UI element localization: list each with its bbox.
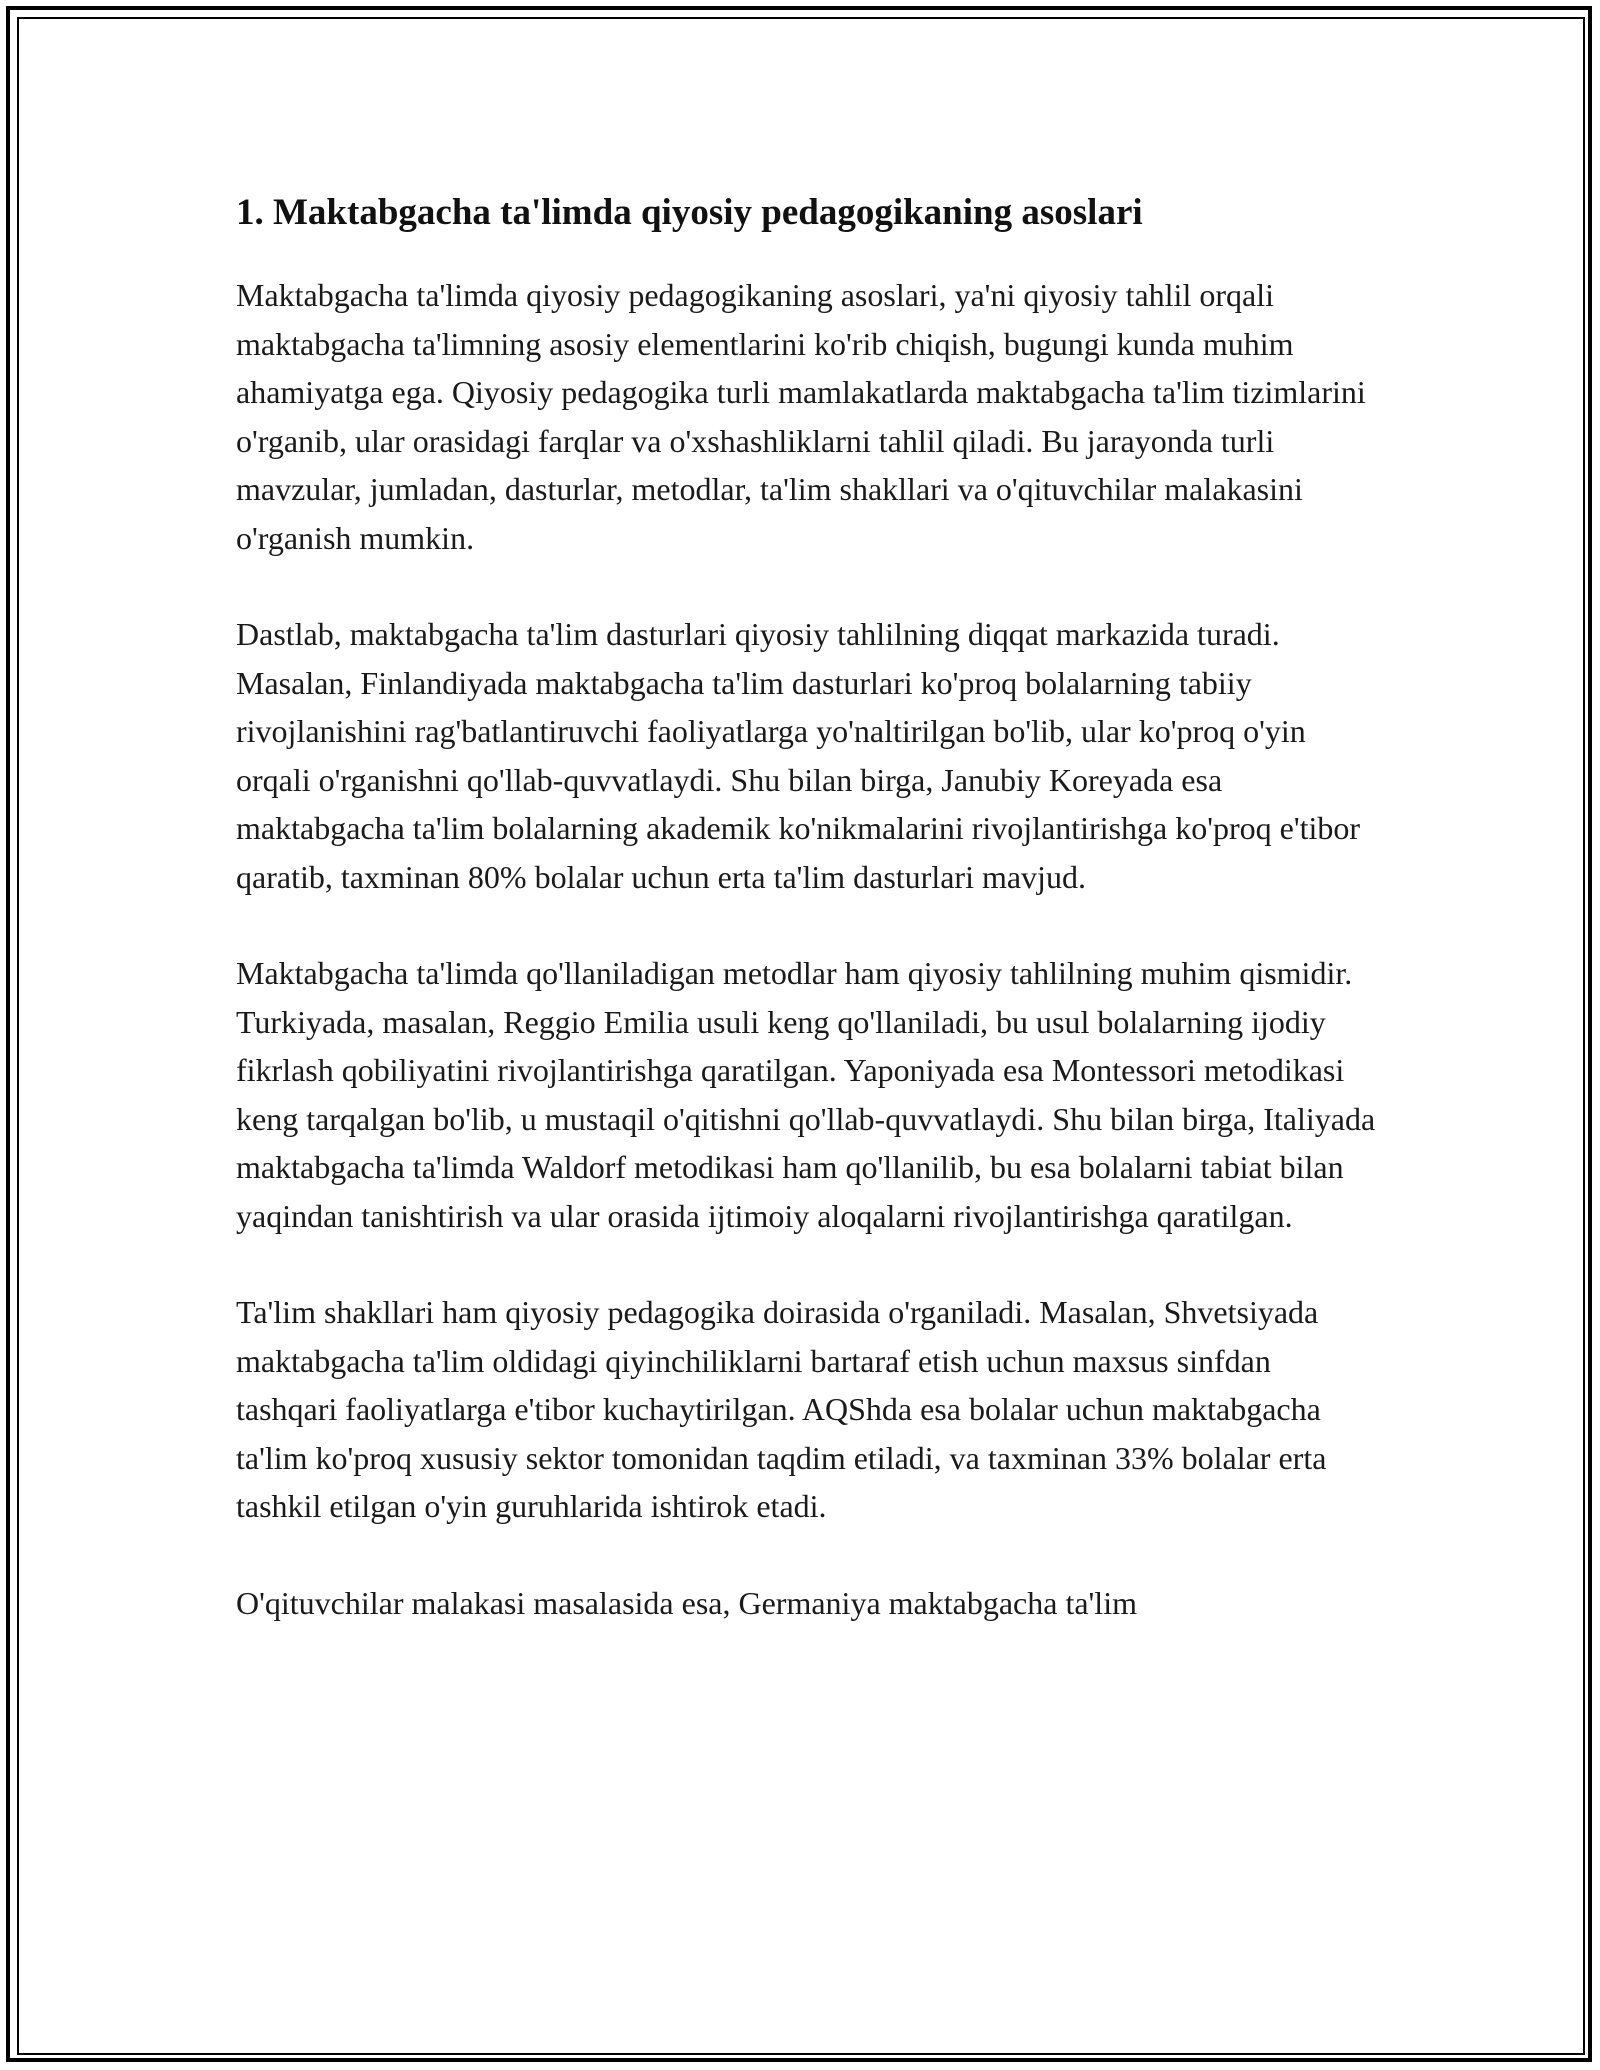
document-body <box>236 185 1376 1675</box>
document-title: 1. Maktabgacha ta'limda qiyosiy pedagogikaning asoslari <box>236 192 1143 233</box>
paragraph-3: Maktabgacha ta'limda qo'llaniladigan metodlar ham qiyosiy tahlilning muhim qismidir. Turkiyada, masalan, Reggio Emilia usuli keng qo'llaniladi, bu usul bolalarning ijodiy fikrlash qobiliyatini rivojlantirishga qaratilgan. Yaponiyada esa Montessori metodikasi keng tarqalgan bo'lib, u mustaqil o'qitishni qo'llab-quvvatlaydi. Shu bilan birga, Italiyada maktabgacha ta'limda Waldorf metodikasi ham qo'llanilib, bu esa bolalarni tabiat bilan yaqindan tanishtirish va ular orasida ijtimoiy aloqalarni rivojlantirishga qaratilgan. <box>236 955 1376 1234</box>
paragraph-2: Dastlab, maktabgacha ta'lim dasturlari qiyosiy tahlilning diqqat markazida turadi. Masalan, Finlandiyada maktabgacha ta'lim dasturlari ko'proq bolalarning tabiiy rivojlanishini rag'batlantiruvchi faoliyatlarga yo'naltirilgan bo'lib, ular ko'proq o'yin orqali o'rganishni qo'llab-quvvatlaydi. Shu bilan birga, Janubiy Koreyada esa maktabgacha ta'lim bolalarning akademik ko'nikmalarini rivojlantirishga ko'proq e'tibor qaratib, taxminan 80% bolalar uchun erta ta'lim dasturlari mavjud. <box>236 616 1361 895</box>
paragraph-1: Maktabgacha ta'limda qiyosiy pedagogikaning asoslari, ya'ni qiyosiy tahlil orqali maktabgacha ta'limning asosiy elementlarini ko'rib chiqish, bugungi kunda muhim ahamiyatga ega. Qiyosiy pedagogika turli mamlakatlarda maktabgacha ta'lim tizimlarini o'rganib, ular orasidagi farqlar va o'xshashliklarni tahlil qiladi. Bu jarayonda turli mavzular, jumladan, dasturlar, metodlar, ta'lim shakllari va o'qituvchilar malakasini o'rganish mumkin. <box>236 277 1366 556</box>
paragraph-4: Ta'lim shakllari ham qiyosiy pedagogika doirasida o'rganiladi. Masalan, Shvetsiyada maktabgacha ta'lim oldidagi qiyinchiliklarni bartaraf etish uchun maxsus sinfdan tashqari faoliyatlarga e'tibor kuchaytirilgan. AQShda esa bolalar uchun maktabgacha ta'lim ko'proq xususiy sektor tomonidan taqdim etiladi, va taxminan 33% bolalar erta tashkil etilgan o'yin guruhlarida ishtirok etadi. <box>236 1294 1327 1524</box>
paragraph-5: O'qituvchilar malakasi masalasida esa, Germaniya maktabgacha ta'lim <box>236 1584 1137 1621</box>
